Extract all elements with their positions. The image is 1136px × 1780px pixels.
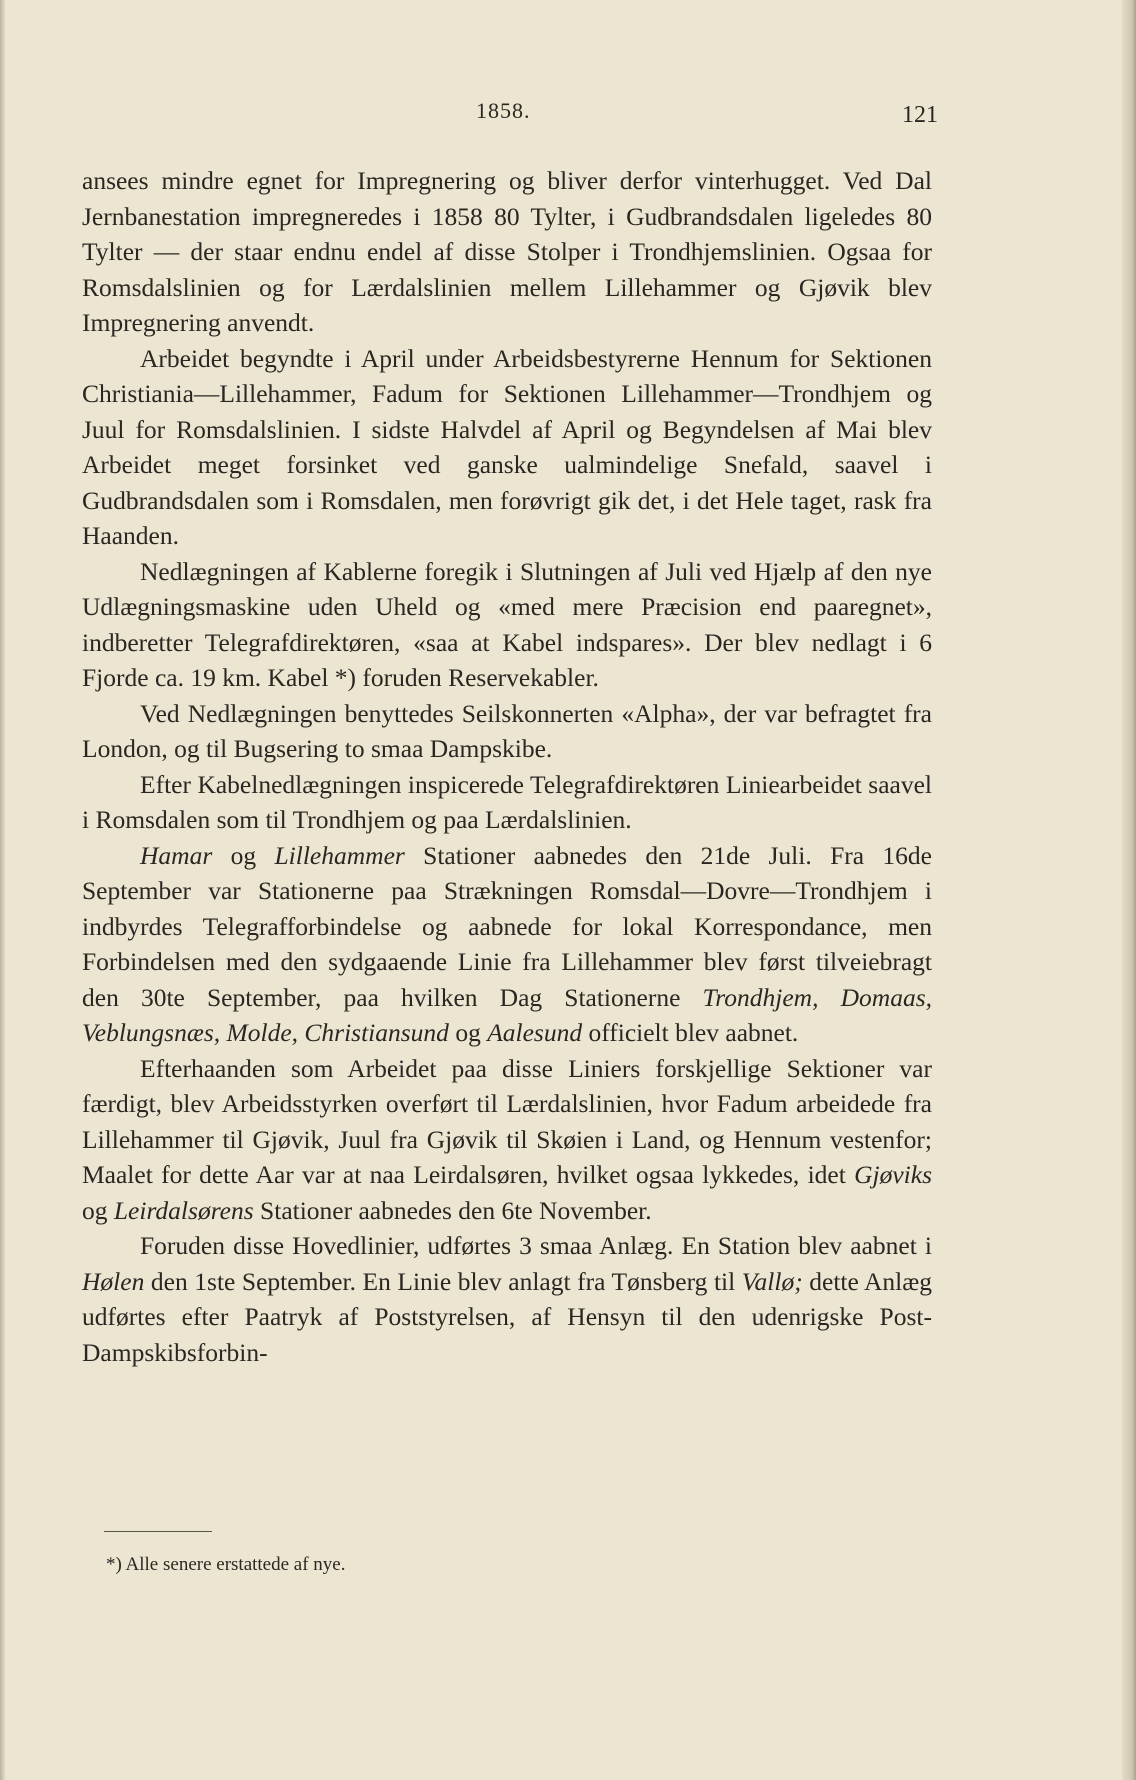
station-name-italic: Leirdalsørens xyxy=(113,1195,254,1225)
paragraph-1-text: ansees mindre egnet for Impregnering og bliver derfor vinterhugget. Ved Dal Jernbanestation impregneredes i 1858 80 Tylter, i Gudbrandsdalen ligeledes 80 Tylter — der staar endnu endel af disse Stolper i Trondhjemslinien. Ogsaa for Romsdalslinien og for Lærdalslinien mellem Lillehammer og Gjøvik blev Impregnering anvendt. xyxy=(82,166,932,337)
running-head-year: 1858. xyxy=(476,98,531,123)
text-run: dette Anlæg udførtes efter Paatryk af Poststyrelsen, af Hensyn til den udenrigske Post-Dampskibsforbin- xyxy=(82,1266,932,1367)
page-number: 121 xyxy=(902,102,938,128)
paragraph-1 xyxy=(82,163,932,341)
text-run: og xyxy=(448,1018,488,1047)
station-name-italic: Aalesund xyxy=(487,1018,583,1047)
page-edge-left xyxy=(0,0,6,1780)
paragraph-6 xyxy=(82,838,932,1051)
page-header xyxy=(82,98,938,132)
paragraph-8 xyxy=(82,1228,932,1370)
text-run: Stationer aabnedes den 6te November. xyxy=(253,1195,652,1225)
paragraph-3-text: Nedlægningen af Kablerne foregik i Slutningen af Juli ved Hjælp af den nye Udlægningsmaskine uden Uheld og «med mere Præcision end paaregnet», indberetter Telegrafdirektøren, «saa at Kabel indspares». Der blev nedlagt i 6 Fjorde ca. 19 km. Kabel *) foruden Reservekabler. xyxy=(82,556,932,692)
text-run: Stationer aabnedes den 21de Juli. Fra 16de September var Stationerne paa Strækningen Romsdal—Dovre—Trondhjem i indbyrdes Telegrafforbindelse og aabnede for lokal Korrespondance, men Forbindelsen med den sydgaaende Linie fra Lillehammer blev først tilveiebragt den 30te September, paa hvilken Dag Stationerne xyxy=(82,840,932,1012)
footnote-rule xyxy=(104,1531,212,1532)
page-edge-right xyxy=(1122,0,1136,1780)
text-run: Efterhaanden som Arbeidet paa disse Liniers forskjellige Sektioner var færdigt, blev Arbeidsstyrken overført til Lærdalslinien, hvor Fadum arbeidede fra Lillehammer til Gjøvik, Juul fra Gjøvik til Skøien i Land, og Hennum vestenfor; Maalet for dette Aar var at naa Leirdalsøren, hvilket ogsaa lykkedes, idet xyxy=(82,1053,932,1189)
text-run: og xyxy=(212,840,275,870)
paragraph-2 xyxy=(82,341,932,554)
text-run: og xyxy=(82,1195,114,1225)
paragraph-4-text: Ved Nedlægningen benyttedes Seilskonnerten «Alpha», der var befragtet fra London, og til Bugsering to smaa Dampskibe. xyxy=(82,698,932,763)
paragraph-5 xyxy=(82,767,932,838)
paragraph-7 xyxy=(82,1051,932,1229)
station-name-italic: Gjøviks xyxy=(854,1160,932,1189)
station-name-italic: Lillehammer xyxy=(274,840,405,870)
footnote: *) Alle senere erstattede af nye. xyxy=(106,1554,346,1575)
paragraph-2-text: Arbeidet begyndte i April under Arbeidsbestyrerne Hennum for Sektionen Christiania—Lillehammer, Fadum for Sektionen Lillehammer—Trondhjem og Juul for Romsdalslinien. I sidste Halvdel af April og Begyndelsen af Mai blev Arbeidet meget forsinket ved ganske ualmindelige Snefald, saavel i Gudbrandsdalen som i Romsdalen, men forøvrigt gik det, i det Hele taget, rask fra Haanden. xyxy=(82,343,932,550)
paragraph-5-text: Efter Kabelnedlægningen inspicerede Telegrafdirektøren Liniearbeidet saavel i Romsdalen som til Trondhjem og paa Lærdalslinien. xyxy=(82,769,932,834)
text-run: officielt blev aabnet. xyxy=(582,1018,799,1047)
station-name-italic: Hølen xyxy=(82,1266,145,1296)
station-names-italic: Trondhjem, Domaas, Veblungsnæs, Molde, Christiansund xyxy=(82,982,932,1047)
paragraph-4 xyxy=(82,696,932,767)
paragraph-3 xyxy=(82,554,932,696)
station-name-italic: Vallø; xyxy=(741,1266,803,1296)
body-text xyxy=(82,163,932,1370)
text-run: Foruden disse Hovedlinier, udførtes 3 smaa Anlæg. En Station blev aabnet i xyxy=(140,1231,932,1260)
station-name-italic: Hamar xyxy=(140,840,213,870)
text-run: den 1ste September. En Linie blev anlagt fra Tønsberg til xyxy=(144,1266,742,1296)
